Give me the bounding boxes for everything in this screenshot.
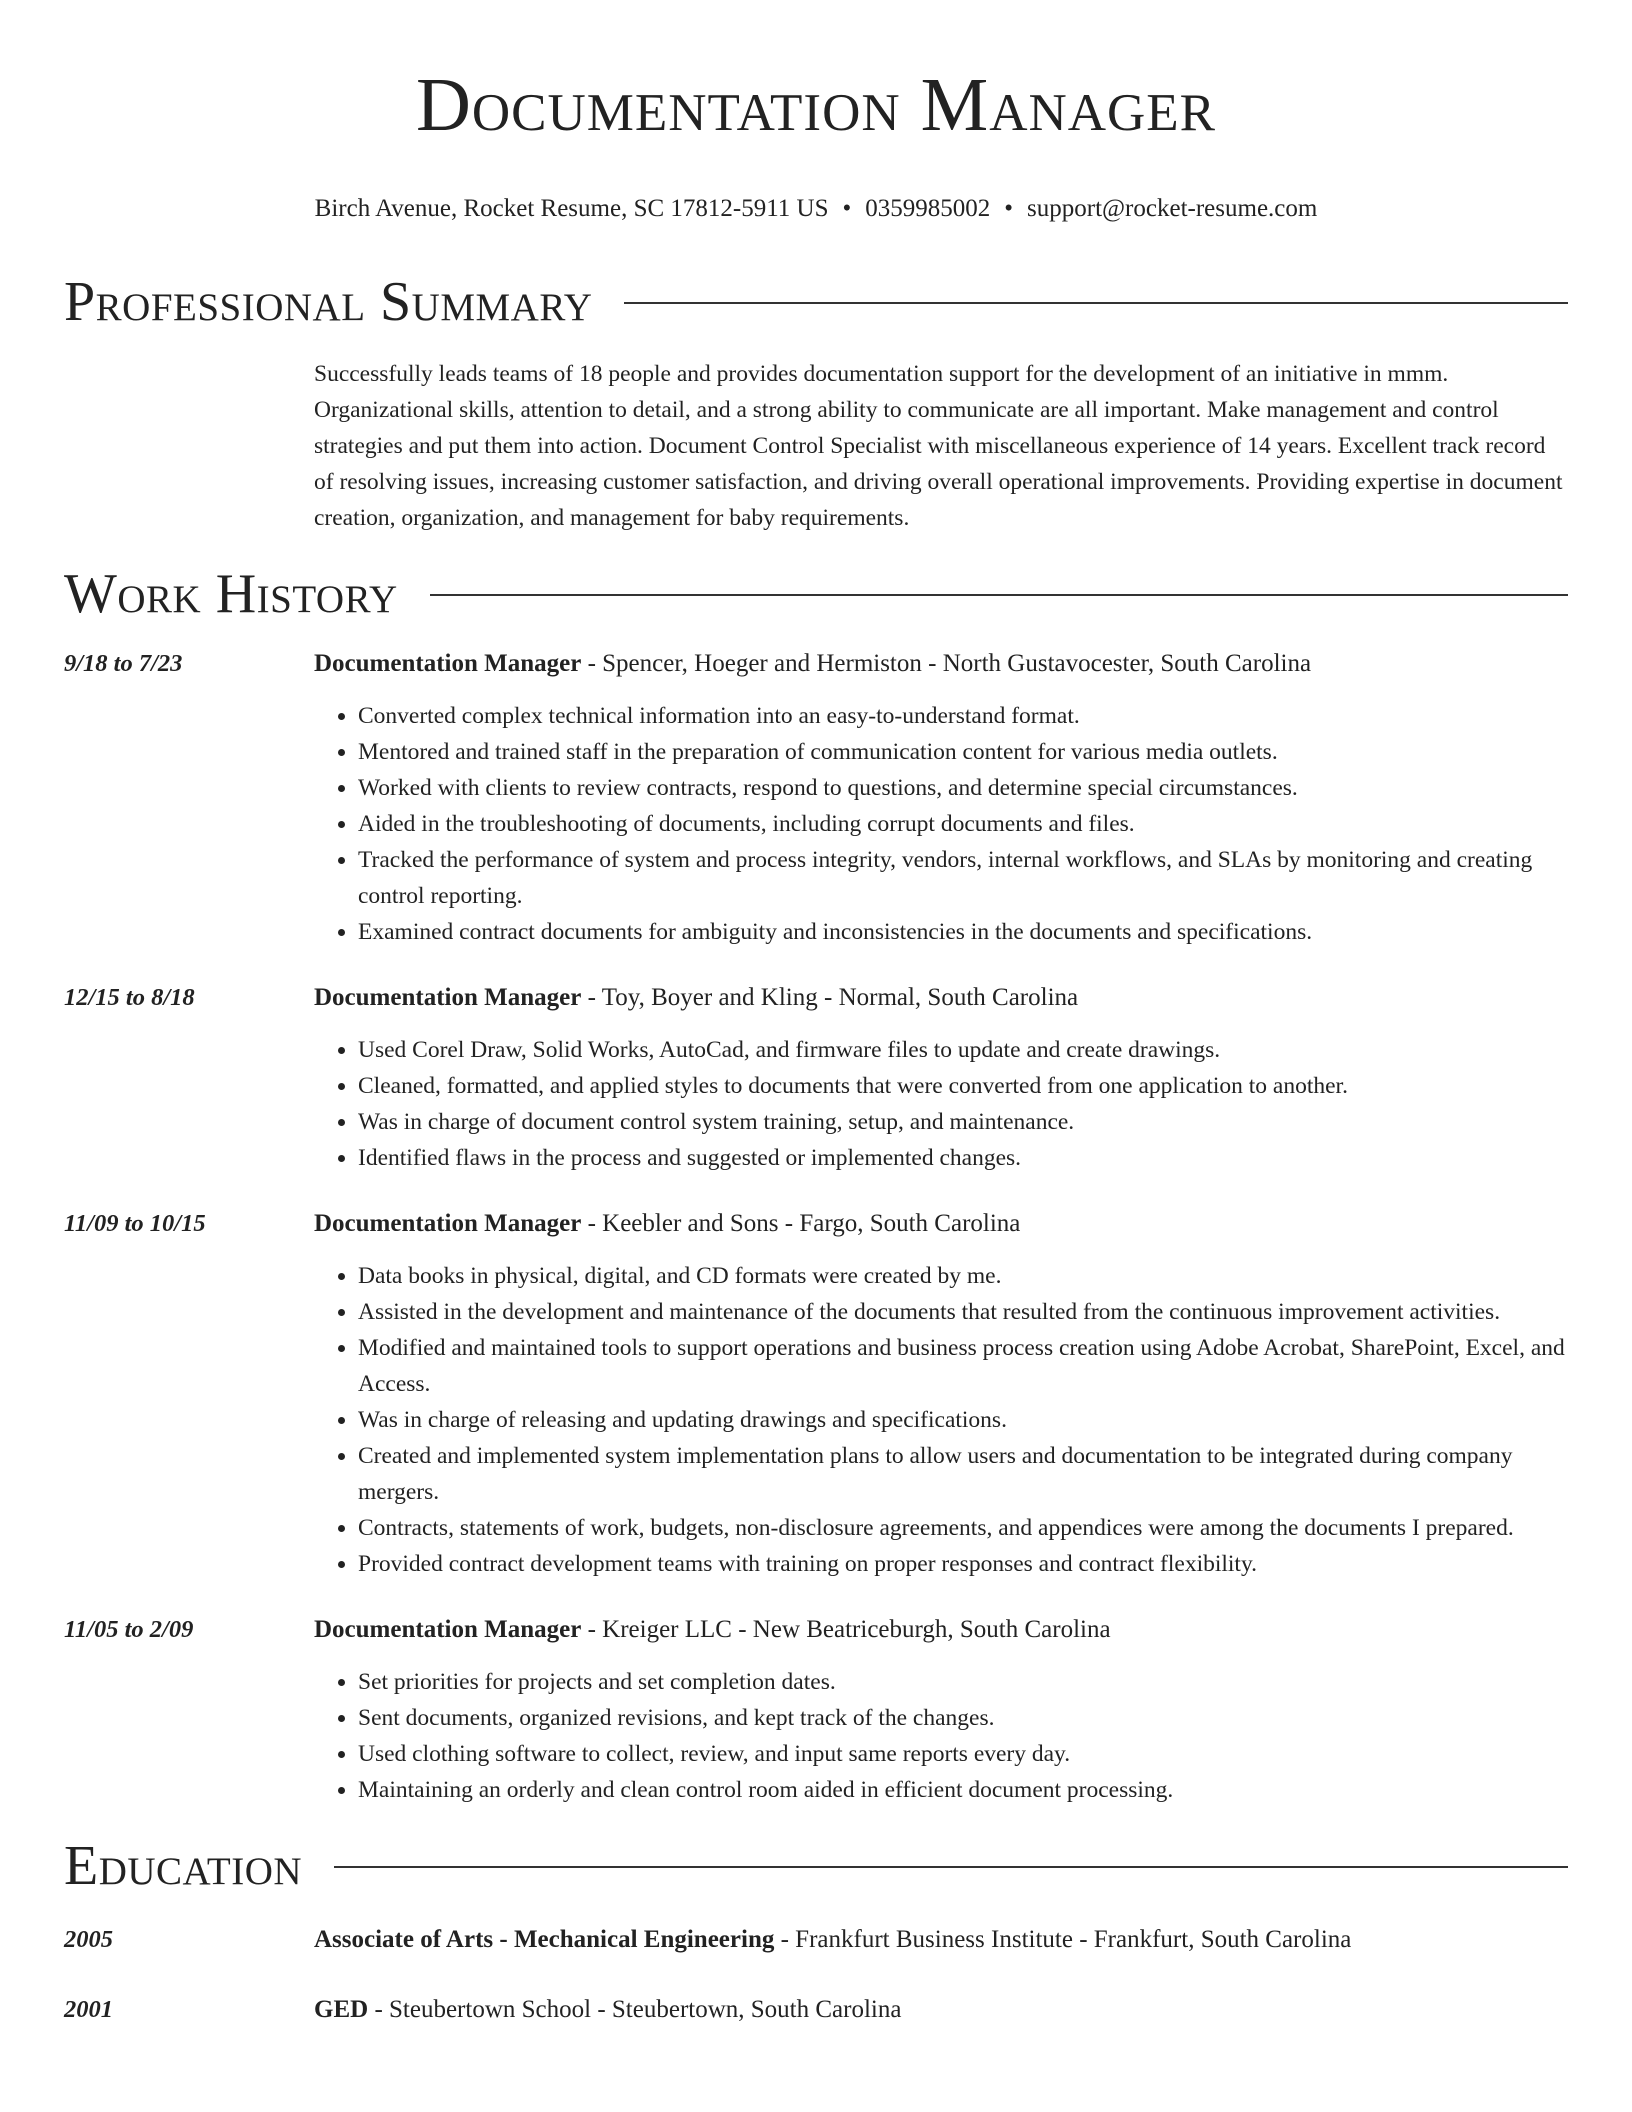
candidate-name: Documentation Manager [415, 63, 1217, 147]
school: - Steubertown School - Steubertown, South Carolina [368, 1996, 902, 2023]
list-item: • Was in charge of releasing and updating drawings and specifications. [358, 1402, 1568, 1438]
email-link[interactable]: support@rocket-resume.com [1027, 195, 1318, 222]
list-item: • Tracked the performance of system and process integrity, vendors, internal workflows, and SLAs by monitoring and creating control reporting. [358, 842, 1568, 914]
separator: • [1004, 195, 1014, 222]
job-entry [64, 1612, 1568, 1808]
job-entry [64, 980, 1568, 1176]
phone: 0359985002 [865, 195, 991, 222]
job-employer: - Spencer, Hoeger and Hermiston - North Gustavocester, South Carolina [581, 650, 1312, 677]
job-entry [64, 1206, 1568, 1582]
job-title: Documentation Manager [314, 984, 582, 1011]
job-bullets [314, 698, 1568, 950]
job-dates: 11/05 to 2/09 [64, 1616, 194, 1643]
list-item: • Cleaned, formatted, and applied styles to documents that were converted from one application to another. [358, 1068, 1568, 1104]
education-section-header [64, 1834, 1568, 1898]
job-title: Documentation Manager [314, 1616, 582, 1643]
section-title: Work History [64, 563, 398, 625]
job-title-line [314, 1612, 1568, 1648]
address: Birch Avenue, Rocket Resume, SC 17812-5911 US [314, 195, 829, 222]
job-title-line [314, 980, 1568, 1016]
section-divider [334, 1866, 1568, 1868]
list-item: • Converted complex technical information into an easy-to-understand format. [358, 698, 1568, 734]
list-item: • Created and implemented system implementation plans to allow users and documentation to be integrated during company mergers. [358, 1438, 1568, 1510]
job-dates: 12/15 to 8/18 [64, 984, 195, 1011]
job-title: Documentation Manager [314, 650, 582, 677]
separator: • [842, 195, 852, 222]
education-year: 2005 [64, 1926, 113, 1953]
job-employer: - Kreiger LLC - New Beatriceburgh, South Carolina [581, 1616, 1111, 1643]
list-item: • Identified flaws in the process and suggested or implemented changes. [358, 1140, 1568, 1176]
list-item: • Provided contract development teams with training on proper responses and contract flexibility. [358, 1546, 1568, 1582]
list-item: • Aided in the troubleshooting of documents, including corrupt documents and files. [358, 806, 1568, 842]
job-title-line [314, 1206, 1568, 1242]
list-item: • Sent documents, organized revisions, and kept track of the changes. [358, 1700, 1568, 1736]
list-item: • Set priorities for projects and set completion dates. [358, 1664, 1568, 1700]
section-title: Professional Summary [64, 271, 593, 333]
education-body [314, 1992, 901, 2028]
degree: Associate of Arts - Mechanical Engineering [314, 1926, 775, 1953]
education-entry [64, 1922, 1568, 1958]
job-bullets [314, 1032, 1568, 1176]
job-employer: - Toy, Boyer and Kling - Normal, South Carolina [581, 984, 1079, 1011]
job-body [314, 646, 1568, 950]
list-item: • Contracts, statements of work, budgets, non-disclosure agreements, and appendices were among the documents I prepared. [358, 1510, 1568, 1546]
summary-text: Successfully leads teams of 18 people and provides documentation support for the development of an initiative in mmm. Organizational skills, attention to detail, and a strong ability to communicate are all important. Make management and control strategies and put them into action. Document Control Specialist with miscellaneous experience of 14 years. Excellent track record of resolving issues, increasing customer satisfaction, and driving overall operational improvements. Providing expertise in document creation, organization, and management for baby requirements. [314, 361, 1563, 531]
degree: GED [314, 1996, 369, 2023]
job-entry [64, 646, 1568, 950]
list-item: • Worked with clients to review contracts, respond to questions, and determine special circumstances. [358, 770, 1568, 806]
job-employer: - Keebler and Sons - Fargo, South Carolina [581, 1210, 1021, 1237]
school: - Frankfurt Business Institute - Frankfurt, South Carolina [774, 1926, 1352, 1953]
contact-line [64, 194, 1568, 224]
section-divider [430, 594, 1568, 596]
job-dates: 11/09 to 10/15 [64, 1210, 206, 1237]
list-item: • Mentored and trained staff in the preparation of communication content for various media outlets. [358, 734, 1568, 770]
list-item: • Examined contract documents for ambiguity and inconsistencies in the documents and specifications. [358, 914, 1568, 950]
section-title: Education [64, 1835, 303, 1897]
list-item: • Maintaining an orderly and clean control room aided in efficient document processing. [358, 1772, 1568, 1808]
education-body [314, 1922, 1351, 1958]
summary-section-header [64, 270, 1568, 334]
list-item: • Assisted in the development and maintenance of the documents that resulted from the continuous improvement activities. [358, 1294, 1568, 1330]
education-entry [64, 1992, 1568, 2028]
list-item: • Modified and maintained tools to support operations and business process creation using Adobe Acrobat, SharePoint, Excel, and Access. [358, 1330, 1568, 1402]
job-bullets [314, 1258, 1568, 1582]
job-dates: 9/18 to 7/23 [64, 650, 183, 677]
section-divider [624, 302, 1568, 304]
job-body [314, 980, 1568, 1176]
list-item: • Used Corel Draw, Solid Works, AutoCad, and firmware files to update and create drawings. [358, 1032, 1568, 1068]
education-year: 2001 [64, 1996, 113, 2023]
job-body [314, 1206, 1568, 1582]
work-history-section-header [64, 562, 1568, 626]
job-bullets [314, 1664, 1568, 1808]
list-item: • Data books in physical, digital, and CD formats were created by me. [358, 1258, 1568, 1294]
list-item: • Was in charge of document control system training, setup, and maintenance. [358, 1104, 1568, 1140]
list-item: • Used clothing software to collect, review, and input same reports every day. [358, 1736, 1568, 1772]
job-title: Documentation Manager [314, 1210, 582, 1237]
job-title-line [314, 646, 1568, 682]
job-body [314, 1612, 1568, 1808]
